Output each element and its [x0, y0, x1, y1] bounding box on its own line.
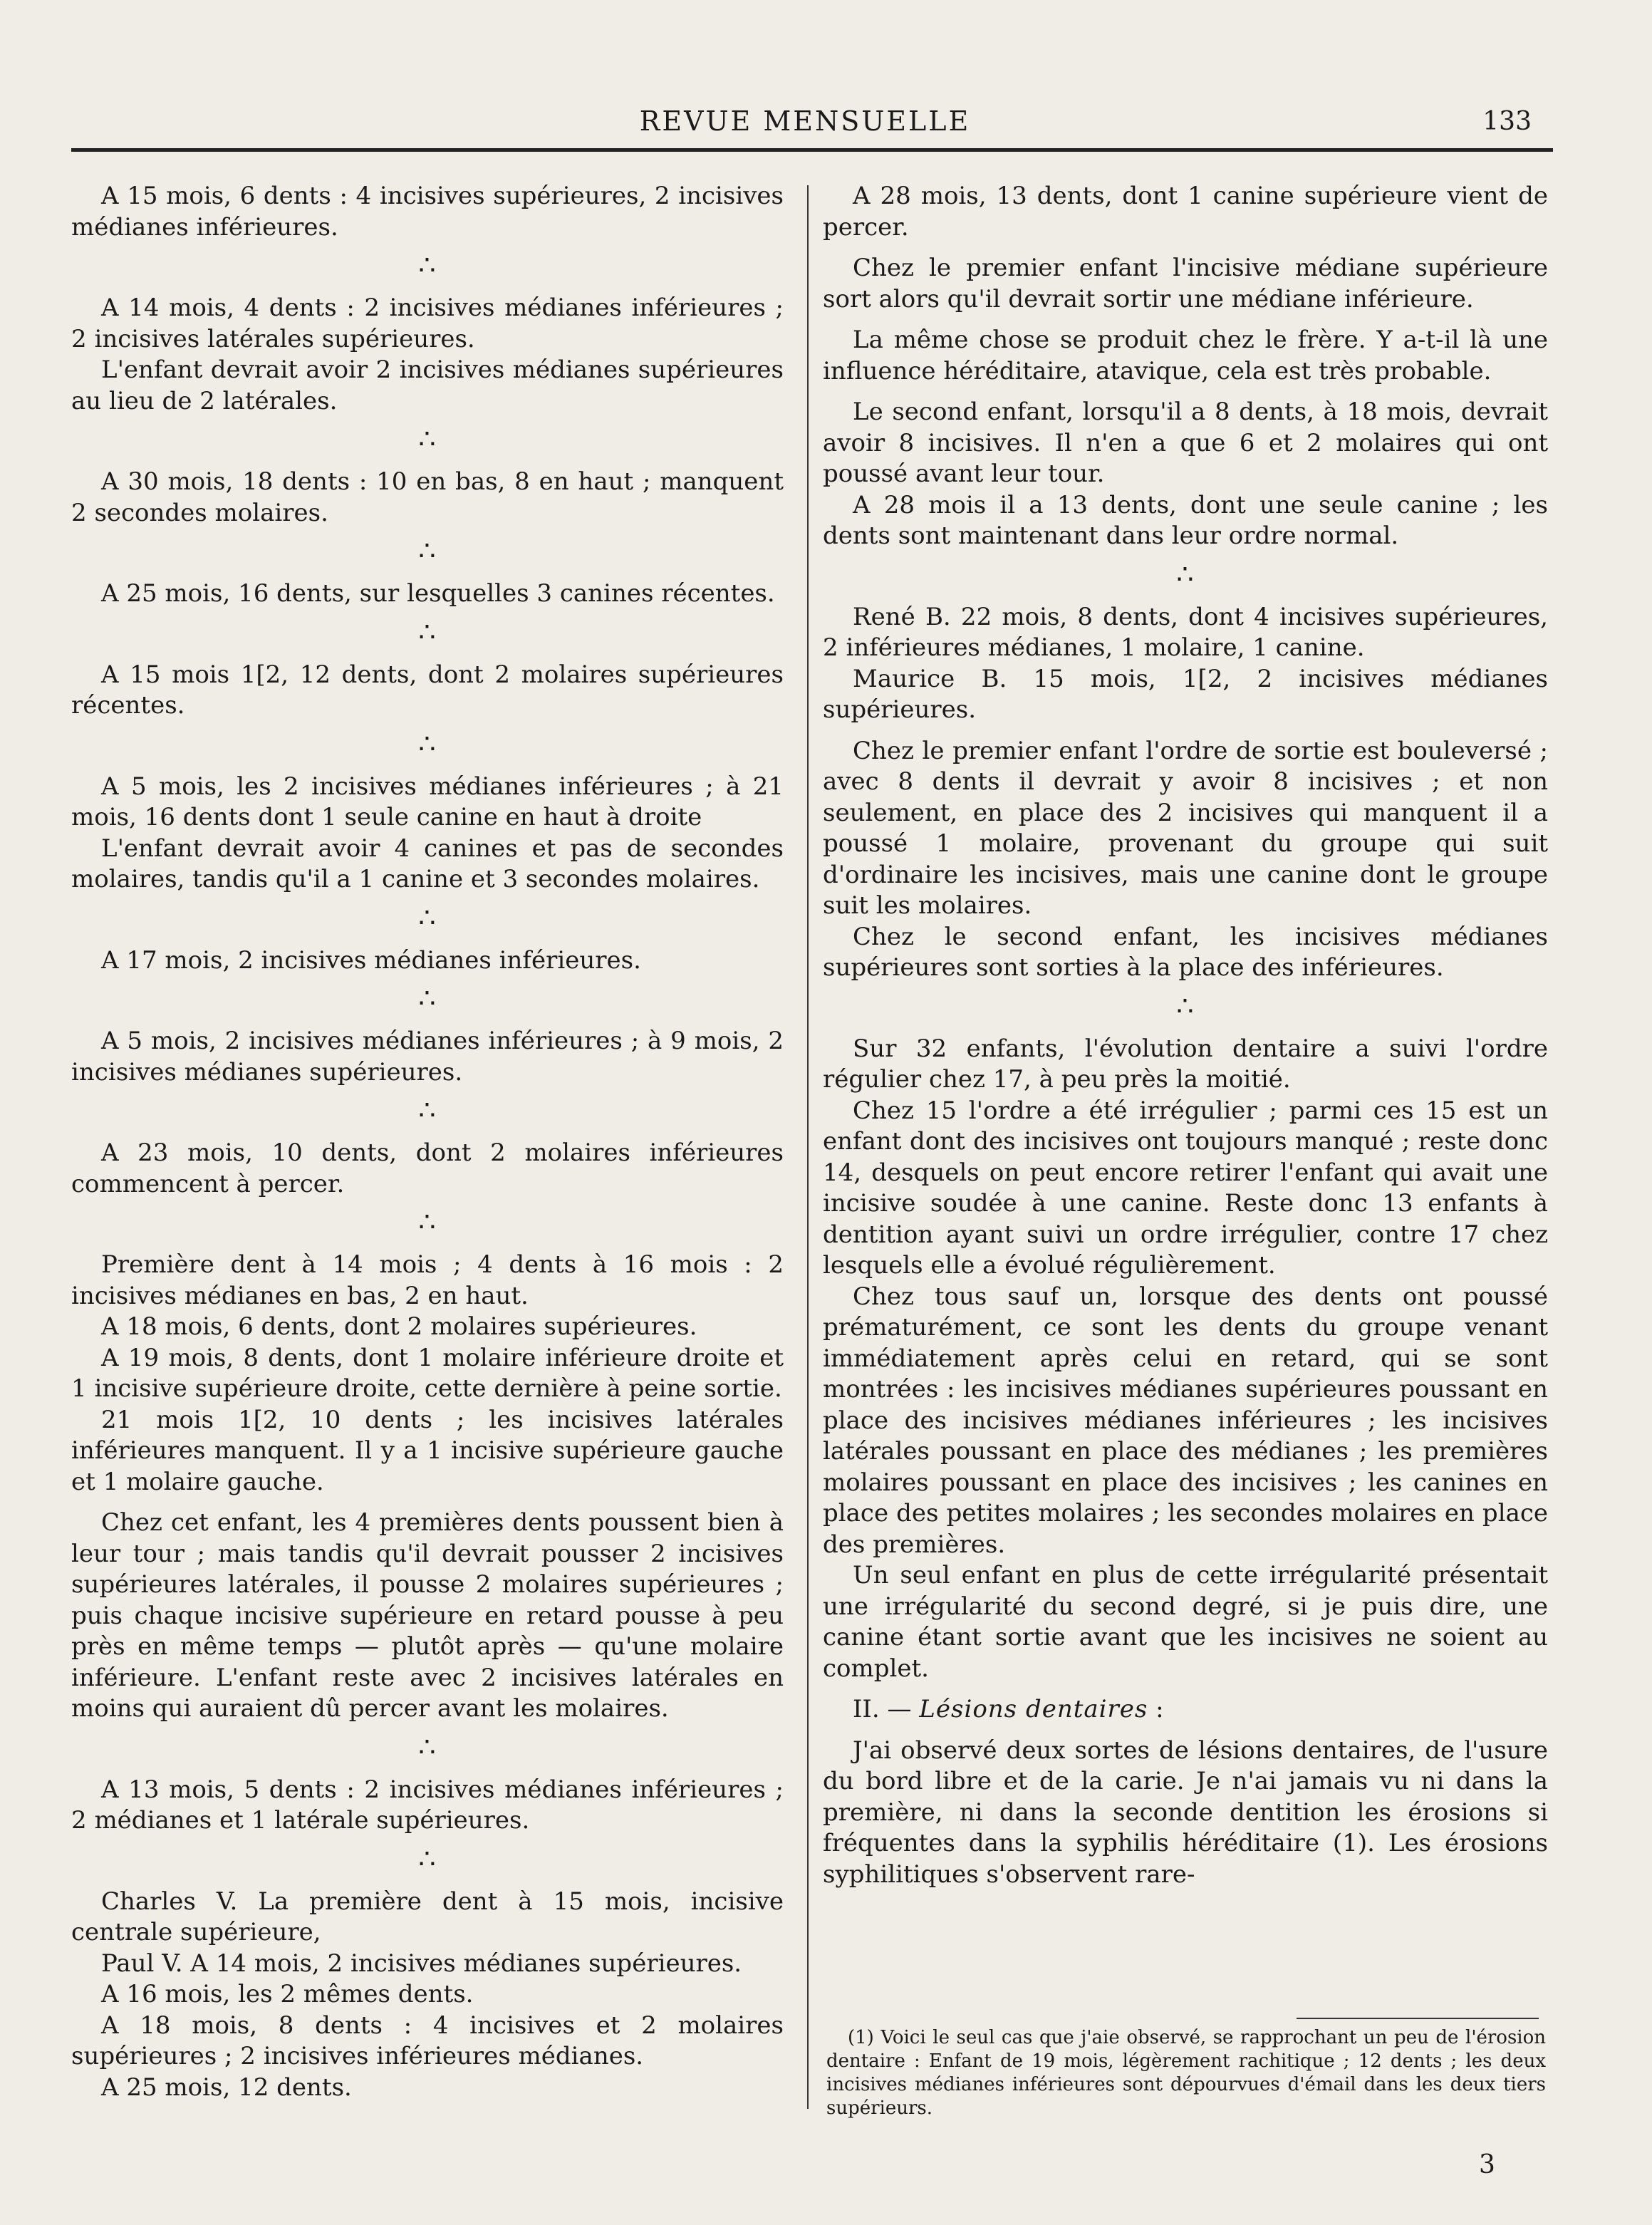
paragraph: A 28 mois il a 13 dents, dont une seule canine ; les dents sont maintenant dans leur ordre normal. — [823, 490, 1548, 550]
paragraph: A 5 mois, 2 incisives médianes inférieures ; à 9 mois, 2 incisives médianes supérieures. — [71, 1027, 784, 1086]
paragraph: Chez le second enfant, les incisives médianes supérieures sont sorties à la place des inférieures. — [823, 922, 1548, 982]
section-heading-italic: Lésions dentaires — [919, 1695, 1148, 1723]
section-separator: ∴ — [418, 249, 437, 281]
paragraph: A 13 mois, 5 dents : 2 incisives médianes inférieures ; 2 médianes et 1 latérale supérieures. — [71, 1775, 784, 1835]
section-separator: ∴ — [418, 1206, 437, 1238]
page-number: 133 — [1482, 107, 1532, 136]
paragraph: Chez tous sauf un, lorsque des dents ont poussé prématurément, ce sont les dents du groupe venant immédiatement après celui en retard, qui se sont montrées : les incisives médianes supérieures poussant en place des incisives médianes inférieures ; les incisives latérales poussant en place des médianes ; les premières molaires poussant en place des incisives ; les canines en place des petites molaires ; les secondes molaires en place des premières. — [823, 1282, 1548, 1559]
paragraph: Chez 15 l'ordre a été irrégulier ; parmi ces 15 est un enfant dont des incisives ont toujours manqué ; reste donc 14, desquels on peut encore retirer l'enfant qui avait une incisive soudée à une canine. Reste donc 13 enfants à dentition ayant suivi un ordre irrégulier, contre 17 chez lesquels elle a évolué régulièrement. — [823, 1096, 1548, 1280]
right-column — [823, 181, 1548, 1890]
paragraph: Le second enfant, lorsqu'il a 8 dents, à 18 mois, devrait avoir 8 incisives. Il n'en a que 6 et 2 molaires qui ont poussé avant leur tour. — [823, 398, 1548, 488]
section-separator: ∴ — [1176, 990, 1195, 1022]
paragraph-gap — [823, 726, 1548, 736]
paragraph: 21 mois 1[2, 10 dents ; les incisives latérales inférieures manquent. Il y a 1 incisive supérieure gauche et 1 molaire gauche. — [71, 1405, 784, 1496]
footnote-rule — [1297, 2018, 1539, 2019]
section-separator: ∴ — [418, 1731, 437, 1763]
section-separator: ∴ — [418, 901, 437, 933]
paragraph-gap — [71, 1498, 784, 1508]
paragraph: Chez le premier enfant l'incisive médiane supérieure sort alors qu'il devrait sortir une médiane inférieure. — [823, 254, 1548, 313]
running-header — [71, 105, 1539, 148]
paragraph: A 28 mois, 13 dents, dont 1 canine supérieure vient de percer. — [823, 182, 1548, 242]
paragraph-gap — [823, 1684, 1548, 1694]
paragraph: A 5 mois, les 2 incisives médianes inférieures ; à 21 mois, 16 dents dont 1 seule canine en haut à droite — [71, 772, 784, 831]
paragraph: Maurice B. 15 mois, 1[2, 2 incisives médianes supérieures. — [823, 664, 1548, 724]
paragraph: A 15 mois, 6 dents : 4 incisives supérieures, 2 incisives médianes inférieures. — [71, 182, 784, 242]
paragraph-gap — [823, 315, 1548, 325]
section-separator: ∴ — [418, 727, 437, 759]
paragraph: A 15 mois 1[2, 12 dents, dont 2 molaires supérieures récentes. — [71, 660, 784, 720]
section-separator: ∴ — [418, 535, 437, 566]
paragraph: Première dent à 14 mois ; 4 dents à 16 mois : 2 incisives médianes en bas, 2 en haut. — [71, 1250, 784, 1310]
paragraph: Un seul enfant en plus de cette irrégularité présentait une irrégularité du second degré, si je puis dire, une canine étant sortie avant que les incisives ne soient au complet. — [823, 1561, 1548, 1683]
footnote — [826, 2026, 1546, 2120]
paragraph: L'enfant devrait avoir 4 canines et pas de secondes molaires, tandis qu'il a 1 canine et 3 secondes molaires. — [71, 834, 784, 893]
paragraph: A 14 mois, 4 dents : 2 incisives médianes inférieures ; 2 incisives latérales supérieures. — [71, 294, 784, 353]
paragraph-gap — [823, 1726, 1548, 1736]
header-rule — [71, 148, 1553, 152]
paragraph-gap — [823, 243, 1548, 253]
paragraph: A 19 mois, 8 dents, dont 1 molaire inférieure droite et 1 incisive supérieure droite, cette dernière à peine sortie. — [71, 1343, 784, 1403]
paragraph: René B. 22 mois, 8 dents, dont 4 incisives supérieures, 2 inférieures médianes, 1 molaire, 1 canine. — [823, 602, 1548, 662]
paragraph: A 17 mois, 2 incisives médianes inférieures. — [101, 945, 641, 975]
journal-title: REVUE MENSUELLE — [639, 105, 971, 137]
footnote-text: (1) Voici le seul cas que j'aie observé, se rapprochant un peu de l'érosion dentaire : Enfant de 19 mois, légèrement rachitique ; 12 dents ; les deux incisives médianes inférieures sont dépourvues d'émail dans les deux tiers supérieurs. — [826, 2027, 1546, 2119]
paragraph: A 18 mois, 8 dents : 4 incisives et 2 molaires supérieures ; 2 incisives inférieures médianes. — [71, 2011, 784, 2070]
section-separator: ∴ — [418, 616, 437, 648]
section-separator: ∴ — [418, 423, 437, 455]
paragraph: Paul V. A 14 mois, 2 incisives médianes supérieures. — [101, 1949, 742, 1978]
section-separator: ∴ — [418, 1842, 437, 1874]
paragraph: Chez cet enfant, les 4 premières dents poussent bien à leur tour ; mais tandis qu'il devrait pousser 2 incisives supérieures latérales, il pousse 2 molaires supérieures ; puis chaque incisive supérieure en retard pousse à peu près en même temps — plutôt après — qu'une molaire inférieure. L'enfant reste avec 2 incisives latérales en moins qui auraient dû percer avant les molaires. — [71, 1508, 784, 1723]
paragraph: A 16 mois, les 2 mêmes dents. — [101, 1980, 474, 2008]
section-separator: ∴ — [418, 1094, 437, 1126]
paragraph: A 25 mois, 12 dents. — [101, 2073, 352, 2102]
paragraph: A 18 mois, 6 dents, dont 2 molaires supérieures. — [101, 1312, 697, 1341]
paragraph: L'enfant devrait avoir 2 incisives médianes supérieures au lieu de 2 latérales. — [71, 356, 784, 415]
left-column — [71, 181, 784, 2103]
folio: 3 — [1479, 2150, 1495, 2179]
paragraph: La même chose se produit chez le frère. Y a-t-il là une influence héréditaire, atavique, cela est très probable. — [823, 326, 1548, 385]
section-separator: ∴ — [418, 982, 437, 1014]
column-divider — [807, 185, 809, 2109]
paragraph: A 30 mois, 18 dents : 10 en bas, 8 en haut ; manquent 2 secondes molaires. — [71, 467, 784, 527]
paragraph: Chez le premier enfant l'ordre de sortie est bouleversé ; avec 8 dents il devrait y avoir 8 incisives ; et non seulement, en place des 2 incisives qui manquent il a poussé 1 molaire, provenant du groupe qui suit d'ordinaire les incisives, mais une canine dont le groupe suit les molaires. — [823, 736, 1548, 920]
paragraph-gap — [823, 387, 1548, 397]
section-separator: ∴ — [1176, 558, 1195, 590]
paragraph: Charles V. La première dent à 15 mois, incisive centrale supérieure, — [71, 1887, 784, 1946]
paragraph: J'ai observé deux sortes de lésions dentaires, de l'usure du bord libre et de la carie. Je n'ai jamais vu ni dans la première, ni dans la seconde dentition les érosions si fréquentes dans la syphilis héréditaire (1). Les érosions syphilitiques s'observent rare- — [823, 1736, 1548, 1889]
paragraph: A 23 mois, 10 dents, dont 2 molaires inférieures commencent à percer. — [71, 1139, 784, 1198]
paragraph: A 25 mois, 16 dents, sur lesquelles 3 canines récentes. — [101, 579, 775, 608]
paragraph: II. — Lésions dentaires : — [853, 1695, 1164, 1723]
paragraph: Sur 32 enfants, l'évolution dentaire a suivi l'ordre régulier chez 17, à peu près la moitié. — [823, 1034, 1548, 1094]
